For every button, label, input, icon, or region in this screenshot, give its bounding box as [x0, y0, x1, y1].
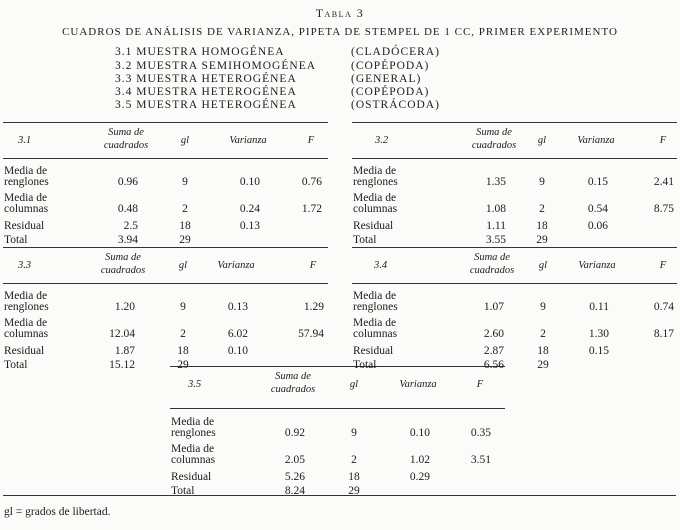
- rule: [3, 247, 328, 248]
- cell-gl: 29: [177, 359, 189, 371]
- row-label: Residual: [4, 345, 45, 357]
- column-header-f: F: [476, 379, 484, 390]
- cell-variance: 1.30: [588, 328, 609, 340]
- cell-sum-squares: 5.26: [284, 471, 305, 483]
- cell-f: 8.75: [653, 203, 674, 215]
- legend-item-group: (GENERAL): [351, 73, 422, 85]
- cell-gl: 2: [539, 203, 545, 215]
- table-label: 3.2: [375, 135, 389, 146]
- cell-f: 3.51: [470, 454, 491, 466]
- cell-gl: 2: [351, 454, 357, 466]
- cell-gl: 9: [180, 301, 186, 313]
- row-label: columnas: [171, 454, 216, 466]
- cell-variance: 6.02: [227, 328, 248, 340]
- column-header-var: Varianza: [399, 379, 437, 390]
- table-header: CUADROS DE ANÁLISIS DE VARIANZA, PIPETA DE STEMPEL DE 1 CC, PRIMER EXPERIMENTO: [62, 26, 618, 38]
- cell-sum-squares: 1.20: [114, 301, 135, 313]
- cell-sum-squares: 2.60: [483, 328, 504, 340]
- column-header-var: Varianza: [229, 135, 267, 146]
- cell-gl: 9: [351, 427, 357, 439]
- table-label: 3.4: [374, 260, 388, 271]
- rule: [3, 158, 328, 159]
- cell-variance: 0.15: [587, 176, 608, 188]
- cell-sum-squares: 2.87: [483, 345, 504, 357]
- rule: [352, 283, 677, 284]
- footnote: gl = grados de libertad.: [4, 506, 111, 518]
- cell-sum-squares: 6.56: [483, 359, 504, 371]
- cell-f: 1.72: [301, 203, 322, 215]
- row-label: Media de: [4, 165, 48, 177]
- row-label: renglones: [353, 176, 398, 188]
- column-header-var: Varianza: [217, 260, 255, 271]
- row-label: renglones: [4, 301, 49, 313]
- column-header-ss: cuadrados: [103, 140, 149, 151]
- row-label: columnas: [4, 328, 49, 340]
- row-label: Total: [353, 234, 377, 246]
- column-header-gl: gl: [537, 135, 547, 146]
- cell-sum-squares: 2.05: [284, 454, 305, 466]
- cell-sum-squares: 2.5: [123, 220, 138, 232]
- cell-variance: 0.10: [239, 176, 260, 188]
- cell-f: 0.35: [470, 427, 491, 439]
- row-label: Total: [4, 359, 28, 371]
- row-label: columnas: [4, 203, 49, 215]
- cell-gl: 18: [537, 345, 549, 357]
- row-label: Media de: [353, 165, 397, 177]
- row-label: Residual: [171, 471, 212, 483]
- legend-item-id: 3.4 MUESTRA HETEROGÉNEA: [115, 86, 297, 98]
- table-title: Tabla 3: [315, 6, 365, 20]
- legend-item-id: 3.2 MUESTRA SEMIHOMOGÉNEA: [115, 60, 317, 72]
- cell-f: 0.76: [301, 176, 322, 188]
- table-label: 3.1: [18, 135, 32, 146]
- column-header-ss: cuadrados: [471, 140, 517, 151]
- column-header-f: F: [309, 260, 317, 271]
- row-label: columnas: [353, 203, 398, 215]
- cell-sum-squares: 1.35: [485, 176, 506, 188]
- column-header-ss: cuadrados: [469, 265, 515, 276]
- column-header-ss: cuadrados: [100, 265, 146, 276]
- cell-gl: 18: [348, 471, 360, 483]
- table-label: 3.5: [188, 379, 202, 390]
- row-label: Media de: [353, 290, 397, 302]
- cell-sum-squares: 12.04: [109, 328, 135, 340]
- row-label: Media de: [4, 290, 48, 302]
- row-label: Total: [171, 485, 195, 497]
- cell-variance: 0.24: [239, 203, 260, 215]
- cell-variance: 0.13: [227, 301, 248, 313]
- row-label: Total: [353, 359, 377, 371]
- cell-gl: 9: [182, 176, 188, 188]
- legend-item-id: 3.5 MUESTRA HETEROGÉNEA: [115, 99, 297, 111]
- cell-f: 1.29: [303, 301, 324, 313]
- row-label: Residual: [353, 345, 394, 357]
- column-header-var: Varianza: [578, 260, 616, 271]
- cell-variance: 0.06: [587, 220, 608, 232]
- cell-f: 8.17: [653, 328, 674, 340]
- cell-gl: 18: [177, 345, 189, 357]
- legend-item-group: (COPÉPODA): [351, 60, 430, 72]
- cell-gl: 9: [540, 301, 546, 313]
- column-header-ss: Suma de: [476, 127, 512, 138]
- cell-variance: 1.02: [409, 454, 430, 466]
- column-header-ss: cuadrados: [270, 384, 316, 395]
- cell-gl: 2: [540, 328, 546, 340]
- cell-f: 0.74: [653, 301, 674, 313]
- row-label: Total: [4, 234, 28, 246]
- column-header-ss: Suma de: [105, 252, 141, 263]
- cell-gl: 2: [180, 328, 186, 340]
- legend-item-group: (CLADÓCERA): [351, 46, 440, 58]
- row-label: Media de: [4, 317, 48, 329]
- row-label: renglones: [171, 427, 216, 439]
- column-header-gl: gl: [178, 260, 188, 271]
- cell-variance: 0.15: [588, 345, 609, 357]
- cell-sum-squares: 0.96: [117, 176, 138, 188]
- cell-gl: 18: [179, 220, 191, 232]
- cell-gl: 2: [182, 203, 188, 215]
- cell-sum-squares: 0.92: [284, 427, 305, 439]
- rule: [352, 247, 677, 248]
- cell-variance: 0.29: [409, 471, 430, 483]
- column-header-ss: Suma de: [108, 127, 144, 138]
- cell-variance: 0.10: [409, 427, 430, 439]
- cell-f: 2.41: [653, 176, 674, 188]
- cell-sum-squares: 3.55: [485, 234, 506, 246]
- row-label: Media de: [171, 443, 215, 455]
- column-header-f: F: [659, 135, 667, 146]
- row-label: Media de: [4, 192, 48, 204]
- column-header-ss: Suma de: [474, 252, 510, 263]
- cell-sum-squares: 0.48: [117, 203, 138, 215]
- cell-sum-squares: 8.24: [284, 485, 305, 497]
- column-header-ss: Suma de: [275, 371, 311, 382]
- rule: [170, 366, 505, 367]
- column-header-gl: gl: [538, 260, 548, 271]
- cell-sum-squares: 1.08: [485, 203, 506, 215]
- rule: [3, 495, 676, 496]
- cell-gl: 18: [536, 220, 548, 232]
- row-label: Media de: [353, 192, 397, 204]
- legend-item-id: 3.3 MUESTRA HETEROGÉNEA: [115, 73, 297, 85]
- row-label: renglones: [353, 301, 398, 313]
- column-header-var: Varianza: [577, 135, 615, 146]
- cell-variance: 0.13: [239, 220, 260, 232]
- cell-sum-squares: 1.07: [483, 301, 504, 313]
- row-label: Residual: [4, 220, 45, 232]
- column-header-f: F: [659, 260, 667, 271]
- rule: [352, 158, 677, 159]
- cell-gl: 29: [536, 234, 548, 246]
- cell-sum-squares: 1.11: [486, 220, 506, 232]
- rule: [170, 408, 505, 409]
- cell-gl: 9: [539, 176, 545, 188]
- cell-sum-squares: 15.12: [109, 359, 135, 371]
- cell-gl: 29: [348, 485, 360, 497]
- row-label: Residual: [353, 220, 394, 232]
- column-header-gl: gl: [349, 379, 359, 390]
- column-header-f: F: [307, 135, 315, 146]
- cell-sum-squares: 1.87: [114, 345, 135, 357]
- cell-gl: 29: [537, 359, 549, 371]
- rule: [3, 122, 328, 123]
- legend-item-group: (COPÉPODA): [351, 86, 430, 98]
- row-label: renglones: [4, 176, 49, 188]
- cell-variance: 0.54: [587, 203, 608, 215]
- cell-gl: 29: [179, 234, 191, 246]
- rule: [3, 283, 328, 284]
- cell-variance: 0.11: [589, 301, 609, 313]
- table-label: 3.3: [18, 260, 32, 271]
- rule: [352, 122, 677, 123]
- row-label: Media de: [353, 317, 397, 329]
- legend-item-id: 3.1 MUESTRA HOMOGÉNEA: [115, 46, 285, 58]
- cell-variance: 0.10: [227, 345, 248, 357]
- row-label: Media de: [171, 416, 215, 428]
- cell-f: 57.94: [298, 328, 324, 340]
- cell-sum-squares: 3.94: [117, 234, 138, 246]
- column-header-gl: gl: [180, 135, 190, 146]
- row-label: columnas: [353, 328, 398, 340]
- legend-item-group: (OSTRÁCODA): [351, 99, 440, 111]
